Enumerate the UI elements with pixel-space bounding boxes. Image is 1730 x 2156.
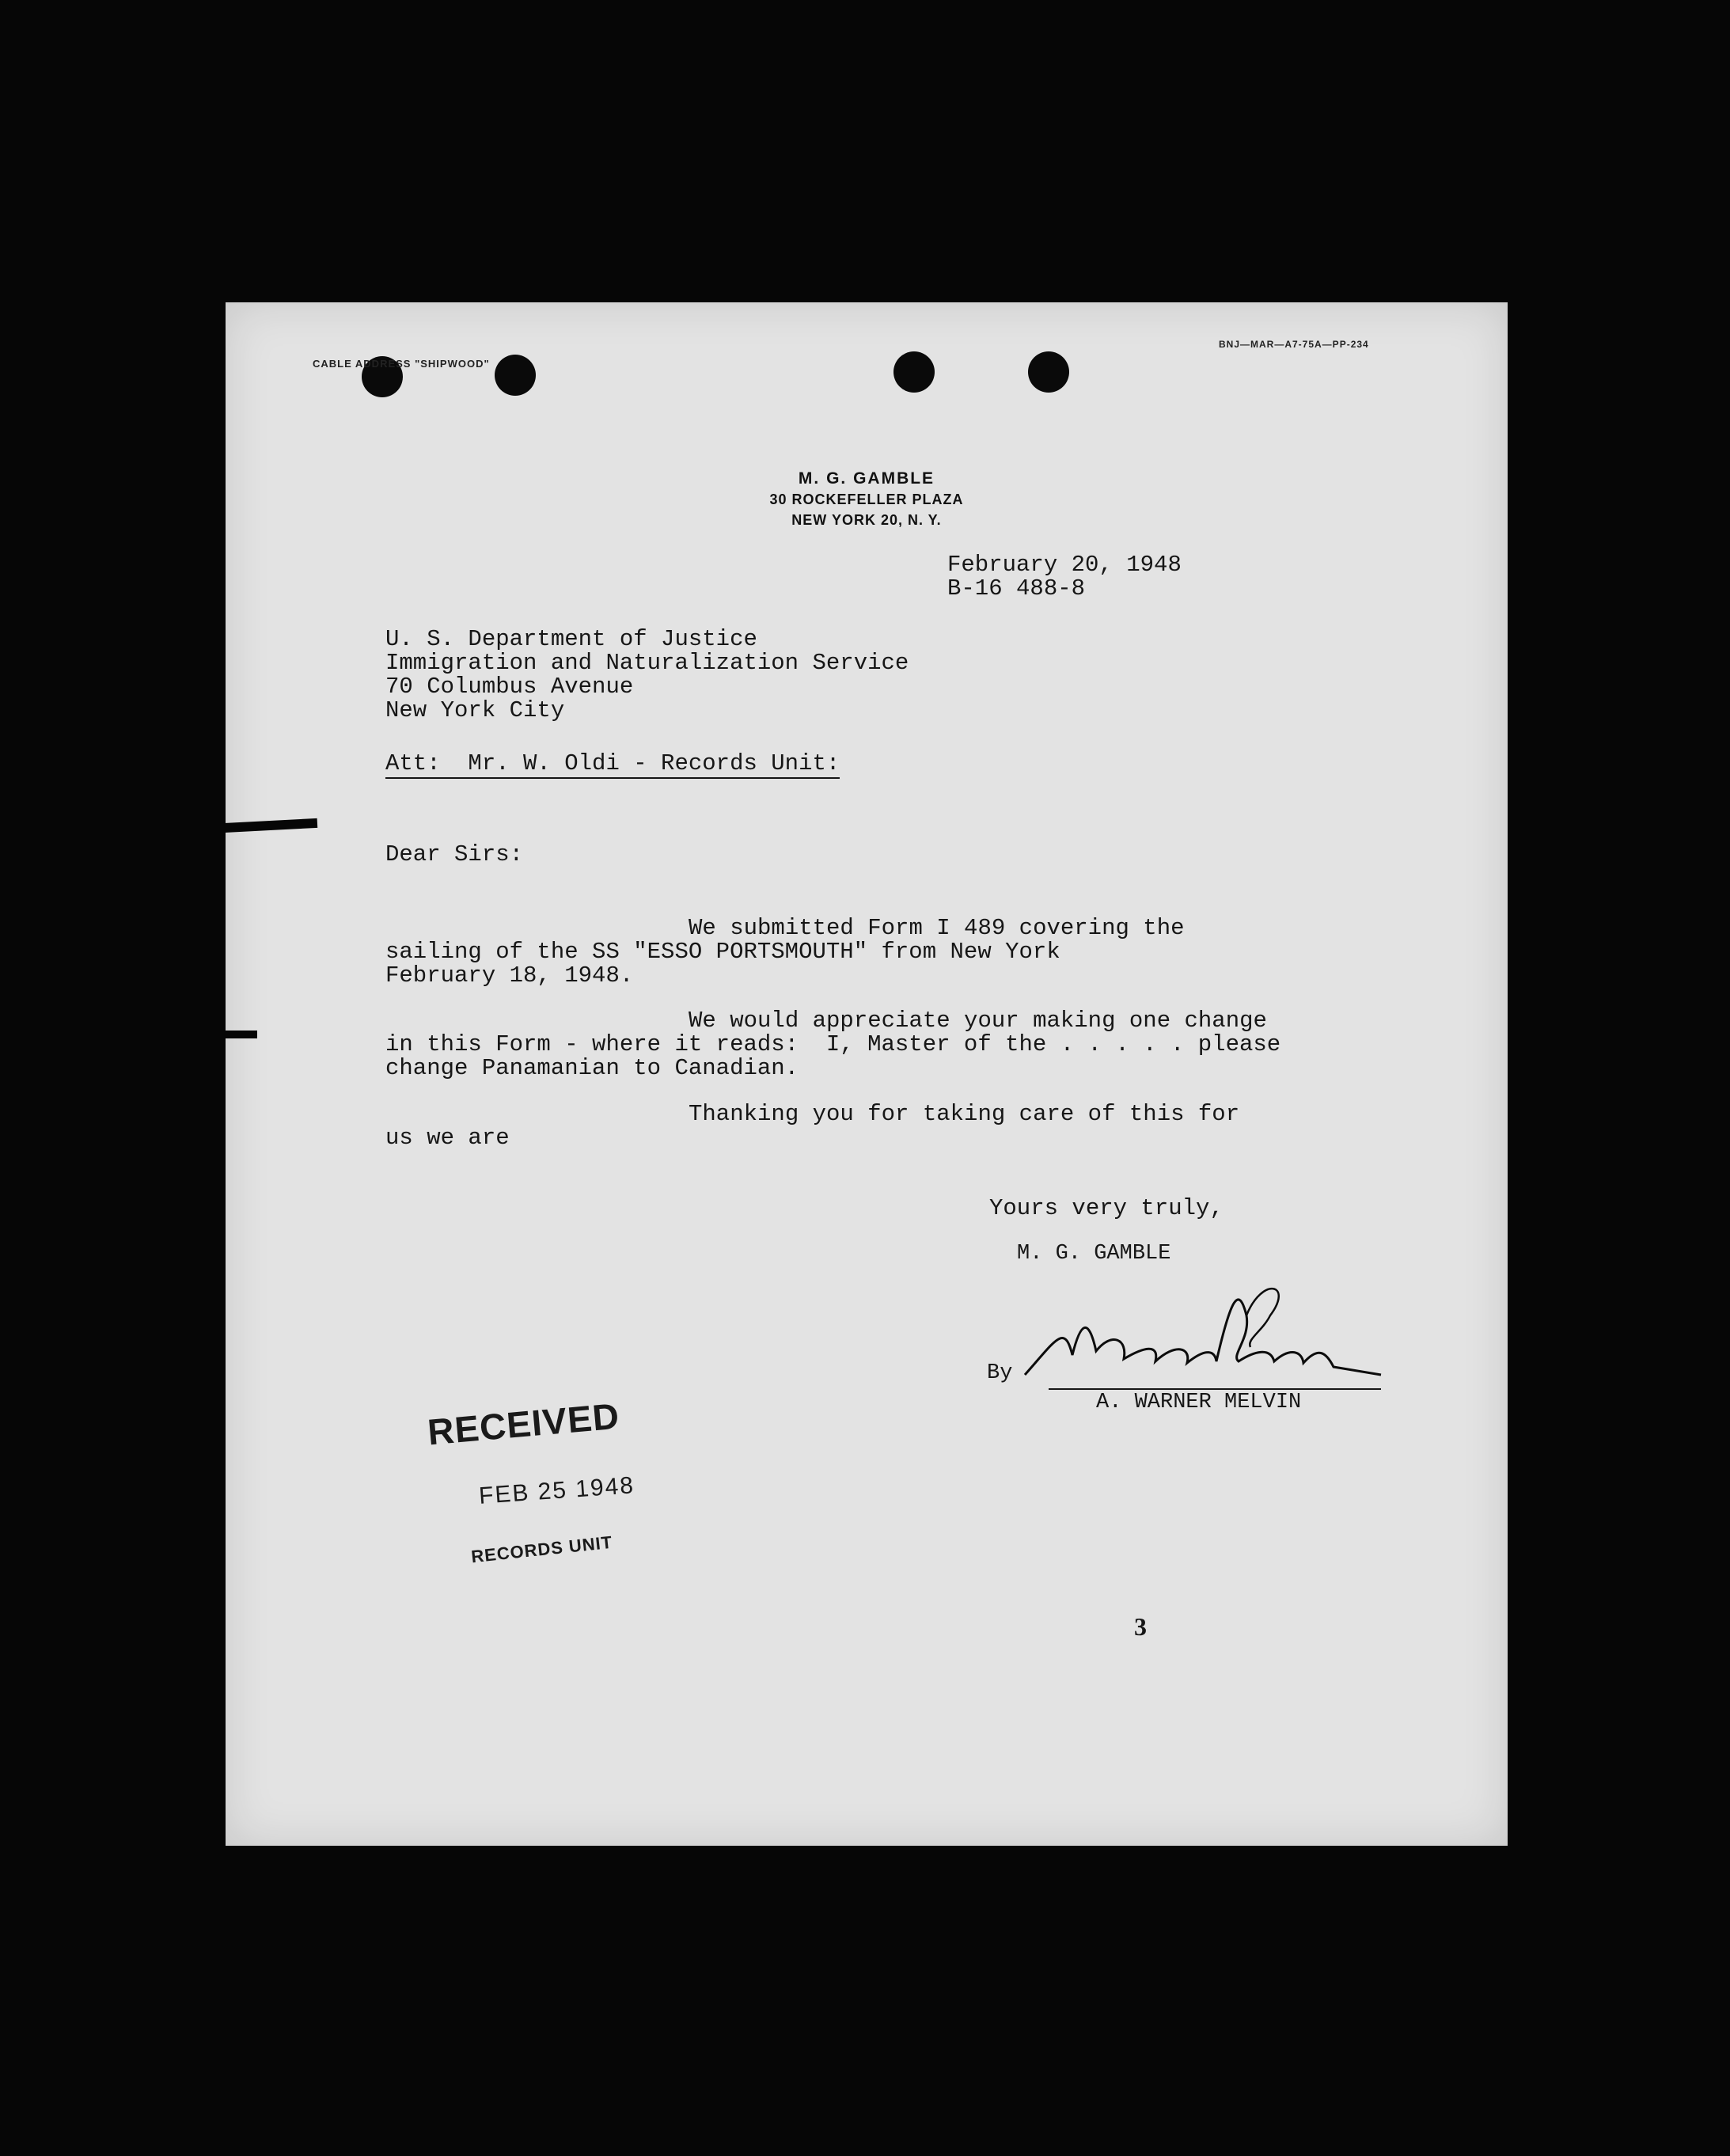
letterhead-city: NEW YORK 20, N. Y. <box>791 512 942 528</box>
body-line: in this Form - where it reads: I, Master of the . . . . . please <box>385 1031 1281 1057</box>
by-label: By <box>987 1361 1013 1385</box>
letter-date: February 20, 1948 <box>947 552 1182 578</box>
body-line: We would appreciate your making one change <box>689 1008 1267 1034</box>
attention-line: Att: Mr. W. Oldi - Records Unit: <box>385 752 840 779</box>
signer-name: A. WARNER MELVIN <box>1096 1391 1302 1414</box>
letterhead <box>226 469 1508 530</box>
closing: Yours very truly, <box>989 1195 1224 1221</box>
received-stamp-title: RECEIVED <box>426 1395 621 1453</box>
salutation: Dear Sirs: <box>385 841 524 867</box>
torn-edge <box>222 818 317 833</box>
punch-hole <box>893 351 935 393</box>
letter-page <box>226 302 1508 1846</box>
page-number: 3 <box>1134 1612 1147 1641</box>
reference-number: B-16 488-8 <box>947 575 1086 602</box>
signature-line <box>1049 1388 1381 1390</box>
punch-hole <box>1028 351 1069 393</box>
letterhead-street: 30 ROCKEFELLER PLAZA <box>769 492 964 507</box>
torn-edge <box>222 1031 257 1038</box>
body-line: sailing of the SS "ESSO PORTSMOUTH" from New York <box>385 939 1060 965</box>
recipient-line: New York City <box>385 697 565 723</box>
received-stamp-unit: RECORDS UNIT <box>470 1532 614 1567</box>
recipient-line: U. S. Department of Justice <box>385 626 757 652</box>
letterhead-name: M. G. GAMBLE <box>798 469 935 488</box>
recipient-line: 70 Columbus Avenue <box>385 674 634 700</box>
form-code: BNJ—MAR—A7-75A—PP-234 <box>1219 339 1369 350</box>
company-signature: M. G. GAMBLE <box>1017 1242 1171 1266</box>
received-stamp-date: FEB 25 1948 <box>478 1472 636 1509</box>
recipient-line: Immigration and Naturalization Service <box>385 650 909 676</box>
cable-address: CABLE ADDRESS "SHIPWOOD" <box>313 358 490 370</box>
body-line: change Panamanian to Canadian. <box>385 1055 799 1081</box>
body-line: us we are <box>385 1125 510 1151</box>
body-line: We submitted Form I 489 covering the <box>689 915 1185 941</box>
body-line: Thanking you for taking care of this for <box>689 1101 1240 1127</box>
handwritten-signature <box>1009 1268 1389 1395</box>
body-line: February 18, 1948. <box>385 962 634 989</box>
punch-hole <box>495 355 536 396</box>
